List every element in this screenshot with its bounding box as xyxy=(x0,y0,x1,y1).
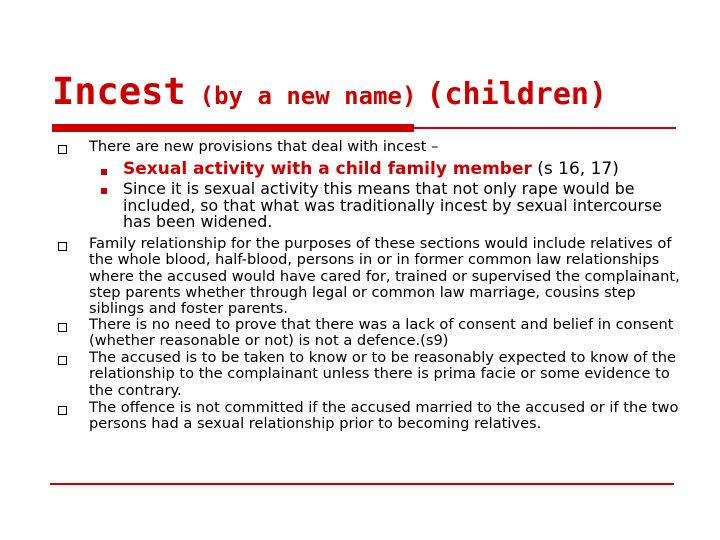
title-subtitle-children: (children) xyxy=(426,77,608,112)
sub-bullet-2: Since it is sexual activity this means that not only rape would be included, so that what was traditionally incest by sexual intercourse has been widened. xyxy=(123,179,662,231)
red-square-icon xyxy=(101,188,107,194)
bullet-text-4: The accused is to be taken to know or to be reasonably expected to know of the relationship to the complainant unless there is prima facie or some evidence to the contrary. xyxy=(89,349,676,399)
sub-bullet-1 xyxy=(123,160,683,178)
bullet-text-5: The offence is not committed if the accused married to the accused or if the two persons had a sexual relationship prior to becoming relatives. xyxy=(89,399,679,433)
hollow-square-icon xyxy=(58,242,67,251)
title-subtitle-name: (by a new name) xyxy=(199,82,417,110)
sub-bullet-1-rest: (s 16, 17) xyxy=(531,159,619,179)
bullet-text-2: Family relationship for the purposes of these sections would include relatives of the whole blood, half-blood, persons in or in former common law relationships where the accused would have cared for, trained or supervised the complainant, step parents whether through legal or common law marriage, cousins step siblings and foster parents. xyxy=(89,235,680,318)
hollow-square-icon xyxy=(58,145,67,154)
hollow-square-icon xyxy=(58,323,67,332)
title-underline-thin xyxy=(414,127,676,129)
slide-title xyxy=(52,70,607,113)
red-square-icon xyxy=(101,169,107,175)
title-main: Incest xyxy=(52,70,186,113)
sub-bullet-1-highlight: Sexual activity with a child family member xyxy=(123,159,532,179)
footer-divider xyxy=(50,483,674,485)
bullet-text-1: There are new provisions that deal with incest – xyxy=(89,138,439,155)
title-underline-thick xyxy=(52,124,414,132)
hollow-square-icon xyxy=(58,356,67,365)
hollow-square-icon xyxy=(58,406,67,415)
bullet-text-3: There is no need to prove that there was a lack of consent and belief in consent (whether reasonable or not) is not a defence.(s9) xyxy=(89,316,674,350)
